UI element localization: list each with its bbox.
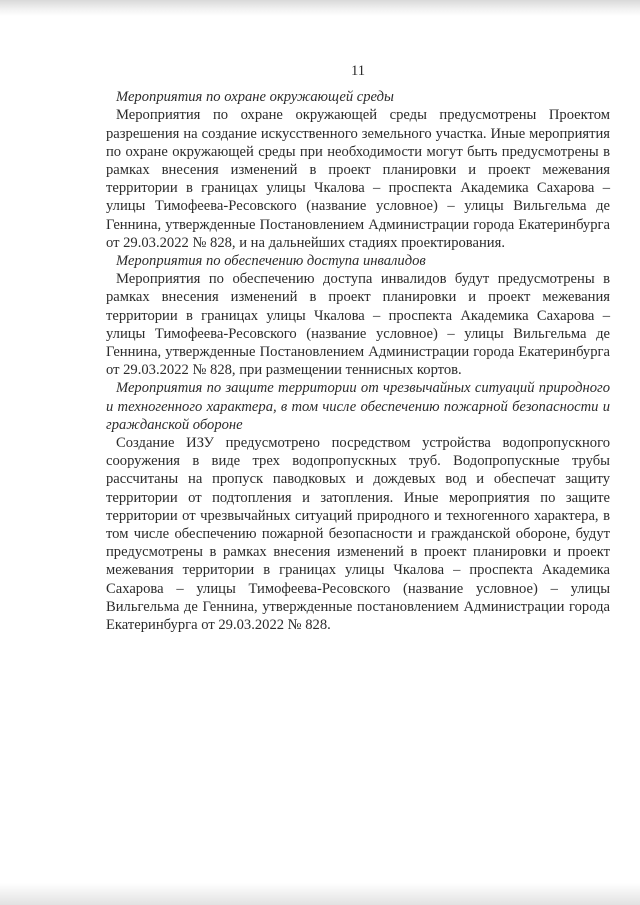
section-heading: Мероприятия по обеспечению доступа инвалидов: [116, 253, 426, 270]
section-paragraph: Мероприятия по обеспечению доступа инвалидов будут предусмотрены в рамках внесения изменений в проект планировки и проект межевания территории в границах улицы Чкалова – проспекта Академика Сахарова – улицы Тимофеева-Ресовского (название условное) – улицы Вильгельма де Геннина, утвержденные Постановлением Администрации города Екатеринбурга от 29.03.2022 № 828, при размещении теннисных кортов.: [106, 271, 610, 379]
section-heading: Мероприятия по защите территории от чрезвычайных ситуаций природного и техногенного характера, в том числе обеспечению пожарной безопасности и гражданской обороне: [106, 380, 610, 433]
section-environment: [106, 88, 610, 252]
document-page: [106, 62, 610, 634]
page-number: 11: [350, 63, 366, 79]
section-paragraph: Мероприятия по охране окружающей среды предусмотрены Проектом разрешения на создание искусственного земельного участка. Иные мероприятия по охране окружающей среды при необходимости могут быть предусмотрены в рамках внесения изменений в проект планировки и проект межевания территории в границах улицы Чкалова – проспекта Академика Сахарова – улицы Тимофеева-Ресовского (название условное) – улицы Вильгельма де Геннина, утвержденные Постановлением Администрации города Екатеринбурга от 29.03.2022 № 828, и на дальнейших стадиях проектирования.: [106, 107, 610, 251]
scan-edge-top: [0, 0, 640, 16]
section-emergency: [106, 379, 610, 634]
section-accessibility: [106, 252, 610, 379]
scan-edge-bottom: [0, 883, 640, 905]
section-paragraph: Создание ИЗУ предусмотрено посредством устройства водопропускного сооружения в виде трех водопропускных труб. Водопропускные трубы рассчитаны на пропуск паводковых и дождевых вод и обеспечат защиту территории от подтопления и затопления. Иные мероприятия по защите территории от чрезвычайных ситуаций природного и техногенного характера, в том числе обеспечению пожарной безопасности и гражданской обороне, будут предусмотрены в рамках внесения изменений в проект планировки и проект межевания территории в границах улицы Чкалова – проспекта Академика Сахарова – улицы Тимофеева-Ресовского (название условное) – улицы Вильгельма де Геннина, утвержденные постановлением Администрации города Екатеринбурга от 29.03.2022 № 828.: [106, 435, 610, 634]
section-heading: Мероприятия по охране окружающей среды: [116, 89, 394, 106]
